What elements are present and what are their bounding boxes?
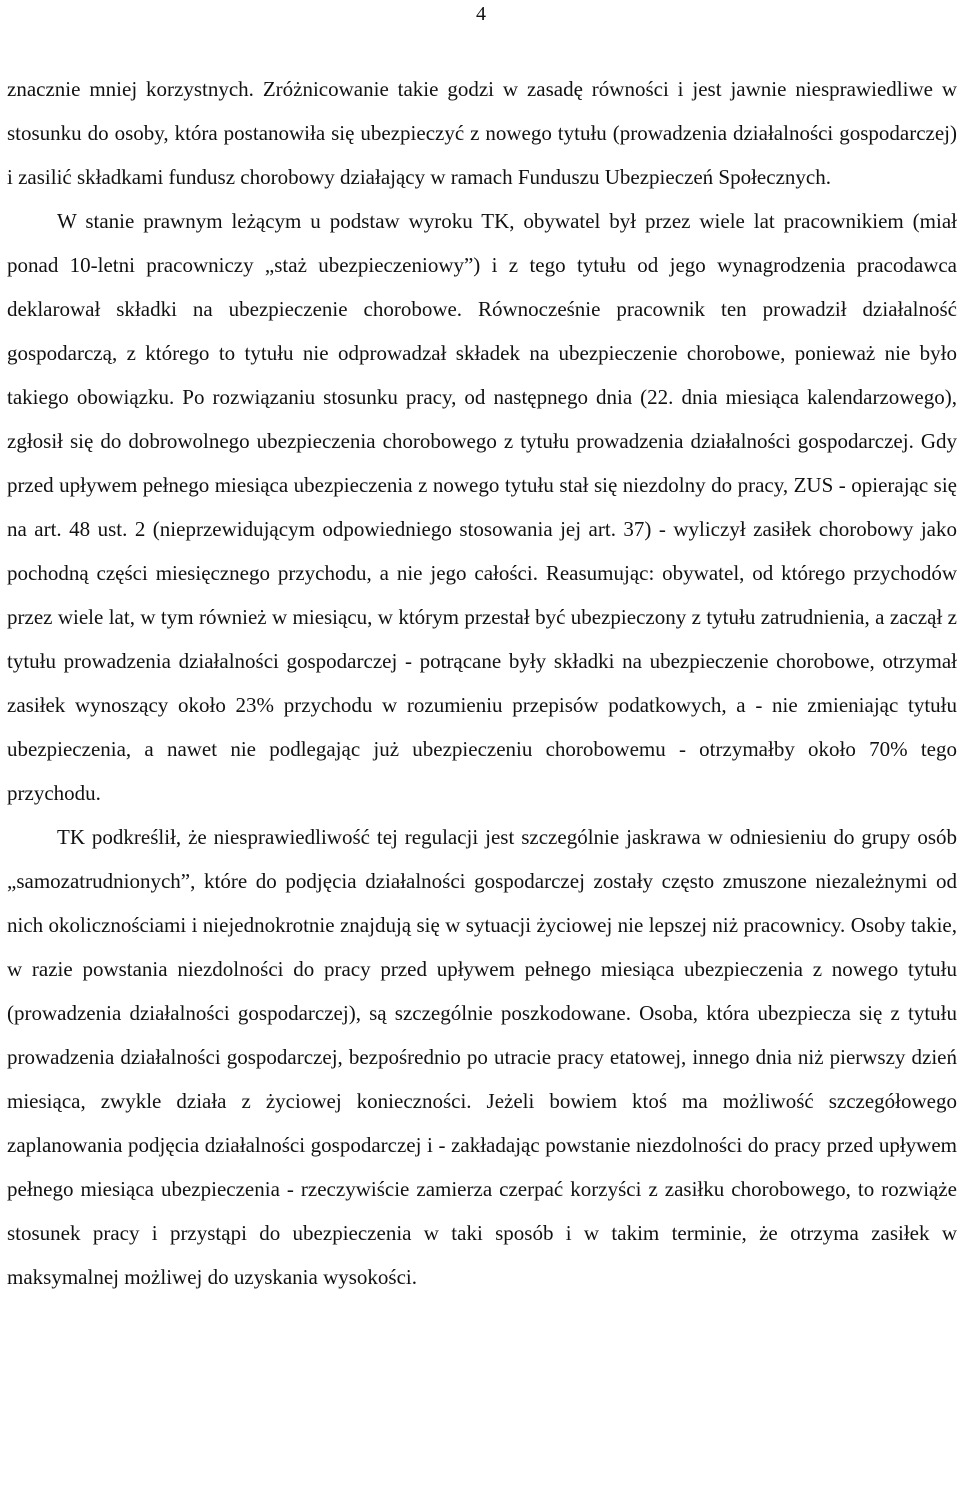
paragraph-case-description: W stanie prawnym leżącym u podstaw wyroku TK, obywatel był przez wiele lat pracownikiem (miał ponad 10-letni pracowniczy „staż ubezpieczeniowy”) i z tego tytułu od jego wynagrodzenia pracodawca deklarował składki na ubezpieczenie chorobowe. Równocześnie pracownik ten prowadził działalność gospodarczą, z którego to tytułu nie odprowadzał składek na ubezpieczenie chorobowe, ponieważ nie było takiego obowiązku. Po rozwiązaniu stosunku pracy, od następnego dnia (22. dnia miesiąca kalendarzowego), zgłosił się do dobrowolnego ubezpieczenia chorobowego z tytułu prowadzenia działalności gospodarczej. Gdy przed upływem pełnego miesiąca ubezpieczenia z nowego tytułu stał się niezdolny do pracy, ZUS - opierając się na art. 48 ust. 2 (nieprzewidującym odpowiedniego stosowania jej art. 37) - wyliczył zasiłek chorobowy jako pochodną części miesięcznego przychodu, a nie jego całości. Reasumując: obywatel, od którego przychodów przez wiele lat, w tym również w miesiącu, w którym przestał być ubezpieczony z tytułu zatrudnienia, a zaczął z tytułu prowadzenia działalności gospodarczej - potrącane były składki na ubezpieczenie chorobowe, otrzymał zasiłek wynoszący około 23% przychodu w rozumieniu przepisów podatkowych, a - nie zmieniając tytułu ubezpieczenia, a nawet nie podlegając już ubezpieczeniu chorobowemu - otrzymałby około 70% tego przychodu. bbox=[7, 209, 957, 805]
document-body bbox=[7, 67, 957, 1299]
paragraph-continuation: znacznie mniej korzystnych. Zróżnicowanie takie godzi w zasadę równości i jest jawnie niesprawiedliwe w stosunku do osoby, która postanowiła się ubezpieczyć z nowego tytułu (prowadzenia działalności gospodarczej) i zasilić składkami fundusz chorobowy działający w ramach Funduszu Ubezpieczeń Społecznych. bbox=[7, 77, 957, 189]
paragraph-tk-assessment: TK podkreślił, że niesprawiedliwość tej regulacji jest szczególnie jaskrawa w odniesieniu do grupy osób „samozatrudnionych”, które do podjęcia działalności gospodarczej zostały często zmuszone niezależnymi od nich okolicznościami i niejednokrotnie znajdują się w sytuacji życiowej nie lepszej niż pracownicy. Osoby takie, w razie powstania niezdolności do pracy przed upływem pełnego miesiąca ubezpieczenia z nowego tytułu (prowadzenia działalności gospodarczej), są szczególnie poszkodowane. Osoba, która ubezpiecza się z tytułu prowadzenia działalności gospodarczej, bezpośrednio po utracie pracy etatowej, innego dnia niż pierwszy dzień miesiąca, zwykle działa z życiowej konieczności. Jeżeli bowiem ktoś ma możliwość szczegółowego zaplanowania podjęcia działalności gospodarczej i - zakładając powstanie niezdolności do pracy przed upływem pełnego miesiąca ubezpieczenia - rzeczywiście zamierza czerpać korzyści z zasiłku chorobowego, to rozwiąże stosunek pracy i przystąpi do ubezpieczenia w taki sposób i w takim terminie, że otrzyma zasiłek w maksymalnej możliwej do uzyskania wysokości. bbox=[7, 825, 957, 1289]
page-number: 4 bbox=[476, 3, 486, 25]
